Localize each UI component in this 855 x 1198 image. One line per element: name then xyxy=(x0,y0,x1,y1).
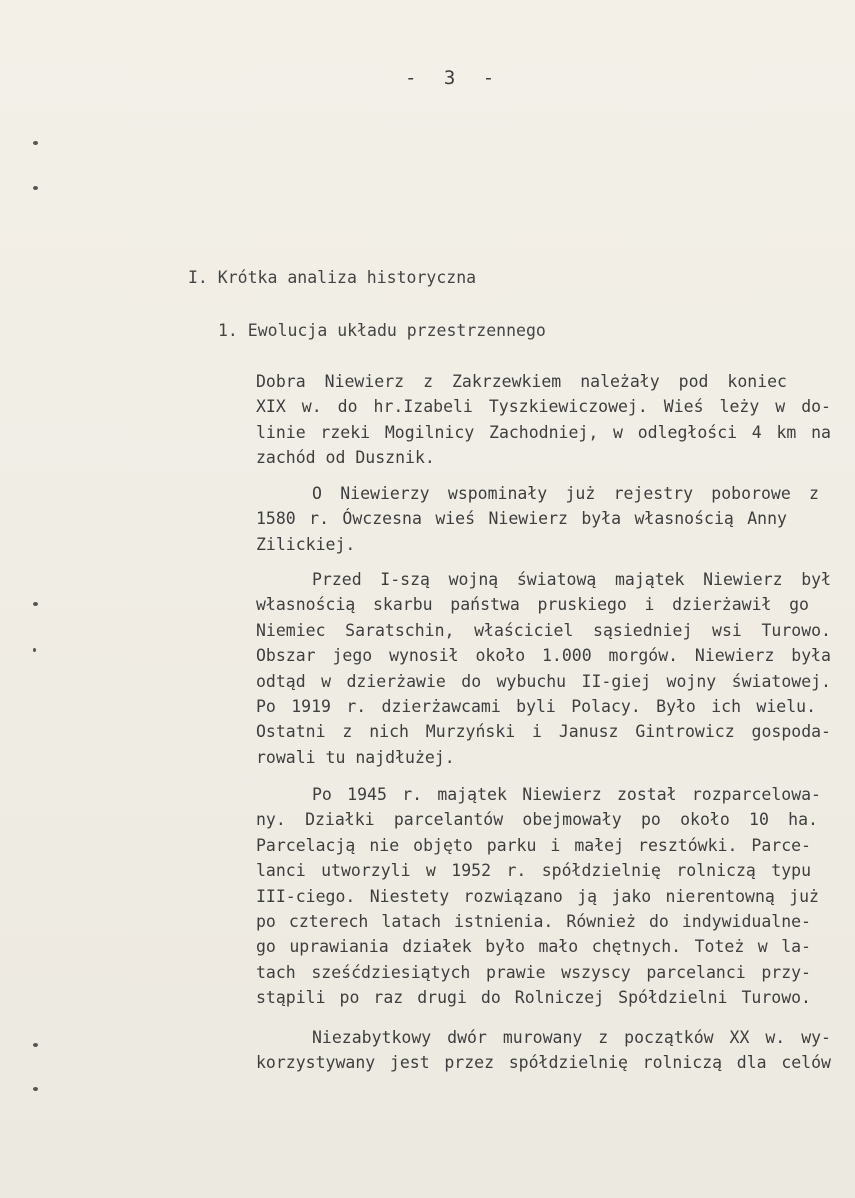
paragraph-3 xyxy=(256,567,831,770)
text-line: Niemiec Saratschin, właściciel sąsiedniej wsi Turowo. xyxy=(256,620,831,640)
paragraph-4 xyxy=(256,782,831,1011)
text-line: Niezabytkowy dwór murowany z początków XX w. wy- xyxy=(312,1028,831,1047)
paragraph-1 xyxy=(256,369,831,471)
text-line: Obszar jego wynosił około 1.000 morgów. Niewierz była xyxy=(256,646,831,666)
text-line: Przed I-szą wojną światową majątek Niewierz był xyxy=(312,570,831,589)
text-line: go uprawiania działek było mało chętnych. Toteż w la- xyxy=(256,937,811,957)
text-line: zachód od Dusznik. xyxy=(256,448,435,468)
punch-hole-mark xyxy=(33,1043,38,1047)
punch-hole-mark xyxy=(33,602,38,606)
text-line: O Niewierzy wspominały już rejestry poborowe z xyxy=(312,484,819,503)
text-line: Po 1945 r. majątek Niewierz został rozparcelowa- xyxy=(312,785,821,804)
text-line: stąpili po raz drugi do Rolniczej Spółdzielni Turowo. xyxy=(256,988,811,1008)
text-line: XIX w. do hr.Izabeli Tyszkiewiczowej. Wieś leży w do- xyxy=(256,397,831,417)
text-line: odtąd w dzierżawie do wybuchu II-giej wojny światowej. xyxy=(256,671,831,691)
text-line: własnością skarbu państwa pruskiego i dzierżawił go xyxy=(256,595,809,615)
text-line: 1580 r. Ówczesna wieś Niewierz była własnością Anny xyxy=(256,509,787,529)
text-line: ny. Działki parcelantów obejmowały po około 10 ha. xyxy=(256,810,818,830)
text-line: korzystywany jest przez spółdzielnię rolniczą dla celów xyxy=(256,1053,831,1073)
text-line: rowali tu najdłużej. xyxy=(256,747,455,767)
paragraph-5 xyxy=(256,1025,831,1076)
chapter-heading: I. Krótka analiza historyczna xyxy=(188,268,477,287)
punch-hole-mark xyxy=(33,186,38,190)
punch-hole-mark xyxy=(33,1087,38,1091)
page-number: - 3 - xyxy=(405,67,503,89)
punch-hole-mark xyxy=(33,648,36,652)
punch-hole-mark xyxy=(33,141,38,145)
text-line: Po 1919 r. dzierżawcami byli Polacy. Było ich wielu. xyxy=(256,696,816,716)
text-line: Dobra Niewierz z Zakrzewkiem należały pod koniec xyxy=(256,372,787,391)
section-heading: 1. Ewolucja układu przestrzennego xyxy=(218,321,546,340)
text-line: III-ciego. Niestety rozwiązano ją jako nierentowną już xyxy=(256,886,819,906)
text-line: Zilickiej. xyxy=(256,534,356,554)
text-line: lanci utworzyli w 1952 r. spółdzielnię rolniczą typu xyxy=(256,861,811,881)
text-line: Parcelacją nie objęto parku i małej resztówki. Parce- xyxy=(256,835,811,855)
text-line: linie rzeki Mogilnicy Zachodniej, w odległości 4 km na xyxy=(256,422,831,442)
text-line: Ostatni z nich Murzyński i Janusz Gintrowicz gospoda- xyxy=(256,722,831,742)
text-line: po czterech latach istnienia. Również do indywidualne- xyxy=(256,911,811,931)
paragraph-2 xyxy=(256,481,831,557)
text-line: tach sześćdziesiątych prawie wszyscy parcelanci przy- xyxy=(256,962,811,982)
